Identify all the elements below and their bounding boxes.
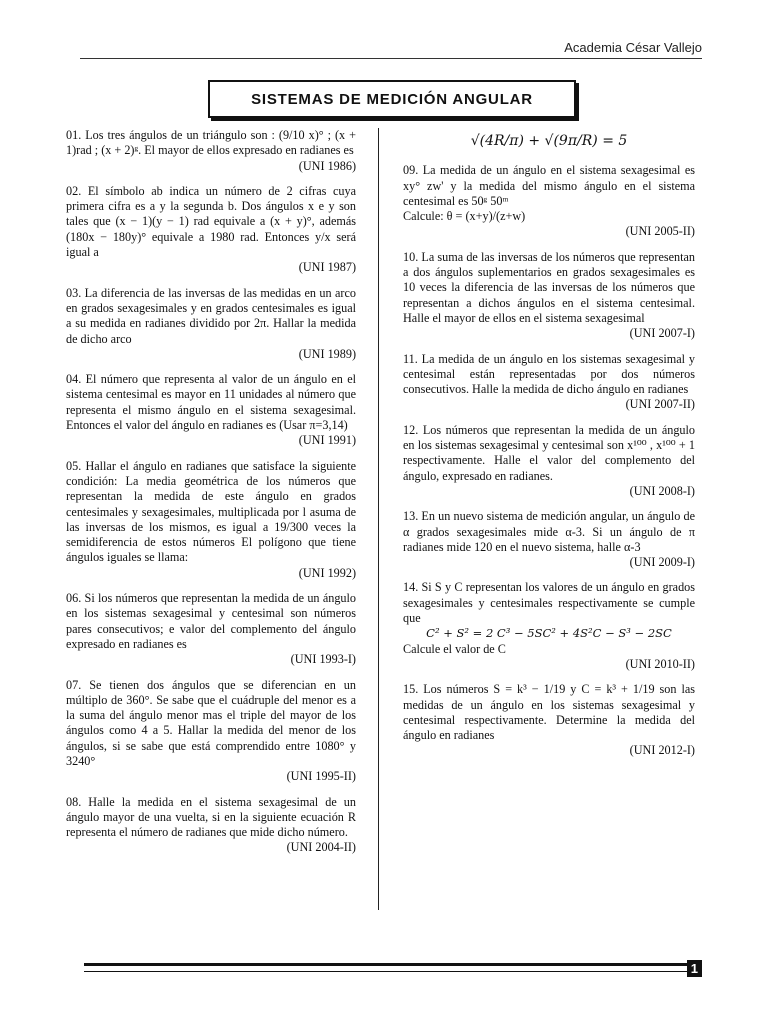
problem-text: 05. Hallar el ángulo en radianes que satisface la siguiente condición: La media geométrica de los números que representan la medida de este ángulo en grados centesimales y sexagesimales, multiplicada por l asuma de las inversas de los mismos, es igual a 19/300 veces la semidiferencia de estos números El polígono que tiene ángulos iguales se llama: [66,458,356,565]
problem-text: 15. Los números S = k³ − 1/19 y C = k³ + 1/19 son las medidas de un ángulo en los sistemas sexagesimal y centesimal respectivamente. Determine la medida del ángulo en radianes [403,682,695,743]
problem-01 [66,128,356,174]
right-column [403,130,695,769]
problem-text: 13. En un nuevo sistema de medición angular, un ángulo de α grados sexagesimales mide α-3. Si un ángulo de π radianes mide 120 en el nuevo sistema, halle α-3 [403,509,695,554]
problem-calc: Calcule: θ = (x+y)/(z+w) [403,209,526,224]
problem-source: (UNI 2007-I) [629,326,695,341]
problem-03 [66,286,356,362]
problem-text: 01. Los tres ángulos de un triángulo son : (9/10 x)° ; (x + 1)rad ; (x + 2)ᵍ. El mayor de ellos expresado en radianes es [66,128,356,158]
problem-text: 07. Se tienen dos ángulos que se diferencian en un múltiplo de 360°. Se sabe que el cuádruple del menor es a la suma del ángulo menor mas el triple del mayor de los ángulos como 4 a 5. Hallar la medida del menor de los ángulos, si se sabe que está comprendido entre 1080° y 3240° [66,677,356,768]
problem-source: (UNI 2005-II) [625,224,695,239]
problem-14 [403,580,695,672]
problem-text: 08. Halle la medida en el sistema sexagesimal de un ángulo mayor de una vuelta, si en la siguiente ecuación R representa el número de radianes que mide dicho número. [66,794,356,840]
problem-source: (UNI 1992) [298,565,356,580]
problem-text: 11. La medida de un ángulo en los sistemas sexagesimal y centesimal están representadas por dos números consecutivos. Halle la medida de dicho ángulo en radianes [403,351,695,397]
problem-source: (UNI 2004-II) [286,840,356,855]
problem-source: (UNI 1993-I) [290,652,356,667]
problem-text: 14. Si S y C representan los valores de un ángulo en grados sexagesimales y centesimales respectivamente se cumple que [403,580,695,626]
problem-12 [403,423,695,499]
problem-06 [66,591,356,667]
problem-text: 03. La diferencia de las inversas de las medidas en un arco en grados sexagesimales y en grados centesimales es igual a su medida en radianes dividido por 2π. Hallar la medida de dicho arco [66,285,356,346]
problem-13 [403,509,695,570]
problem-08 [66,795,356,856]
problem-source: (UNI 1987) [298,260,356,275]
problem-text: 10. La suma de las inversas de los números que representan a dos ángulos suplementarios en grados sexagesimales es 10 veces la diferencia de las inversas de los números que representan a dichos ángulos en el sistema centesimal. Halle el mayor de ellos en el sistema sexagesimal [403,249,695,325]
problem-05 [66,459,356,581]
problem-10 [403,250,695,342]
problem-source: (UNI 1995-II) [286,769,356,784]
problem-source: (UNI 2009-I) [629,555,695,570]
problem-source: (UNI 2007-II) [625,397,695,412]
left-column [66,128,356,866]
problem-source: (UNI 2008-I) [629,483,695,498]
page-number: 1 [687,960,702,977]
problem-calc: Calcule el valor de C [403,641,506,656]
column-divider [378,128,379,910]
problem-text: 12. Los números que representan la medida de un ángulo en los sistemas sexagesimal y centesimal son x¹⁰⁰ , x¹⁰⁰ + 1 respectivamente. Halle el valor del complemento del ángulo, expresado en radianes. [403,422,695,483]
problem-source: (UNI 1989) [298,346,356,361]
problem-source: (UNI 2012-I) [629,743,695,758]
problem-text: 06. Si los números que representan la medida de un ángulo en los sistemas sexagesimal y centesimal son números pares consecutivos; e valor del complemento del ángulo expresado en radianes es [66,591,356,651]
problem-08-equation: √(4R/π) + √(9π/R) = 5 [470,133,628,149]
page-title: SISTEMAS DE MEDICIÓN ANGULAR [251,90,533,108]
problem-15 [403,682,695,758]
title-box [208,80,576,118]
header-brand: Academia César Vallejo [564,40,702,55]
problem-source: (UNI 2010-II) [625,656,695,671]
problem-07 [66,678,356,785]
problem-text: 02. El símbolo ab indica un número de 2 cifras cuya primera cifra es a y la segunda b. Dos ángulos x e y son tales que (x − 1)(y − 1) rad equivale a (x + y)°, además (180x − 180y)° equivale a 1980 rad. Entonces y/x será igual a [66,183,356,260]
problem-11 [403,352,695,413]
footer-rule [84,963,688,972]
header-rule [80,58,702,59]
problem-02 [66,184,356,276]
problem-source: (UNI 1986) [298,158,356,173]
problem-text: 09. La medida de un ángulo en el sistema sexagesimal es xy° zw' y la medida del mismo ángulo en el sistema centesimal es 50ᵍ 50ᵐ [403,163,695,208]
problem-source: (UNI 1991) [298,433,356,448]
problem-04 [66,372,356,448]
problem-equation: C² + S² = 2 C³ − 5SC² + 4S²C − S³ − 2SC [426,626,672,641]
problem-09 [403,163,695,239]
problem-text: 04. El número que representa al valor de un ángulo en el sistema centesimal es mayor en 11 unidades al número que representa el mismo ángulo en el sistema sexagesimal. Entonces el valor del ángulo en radianes es (Usar π=3,14) [66,372,356,433]
